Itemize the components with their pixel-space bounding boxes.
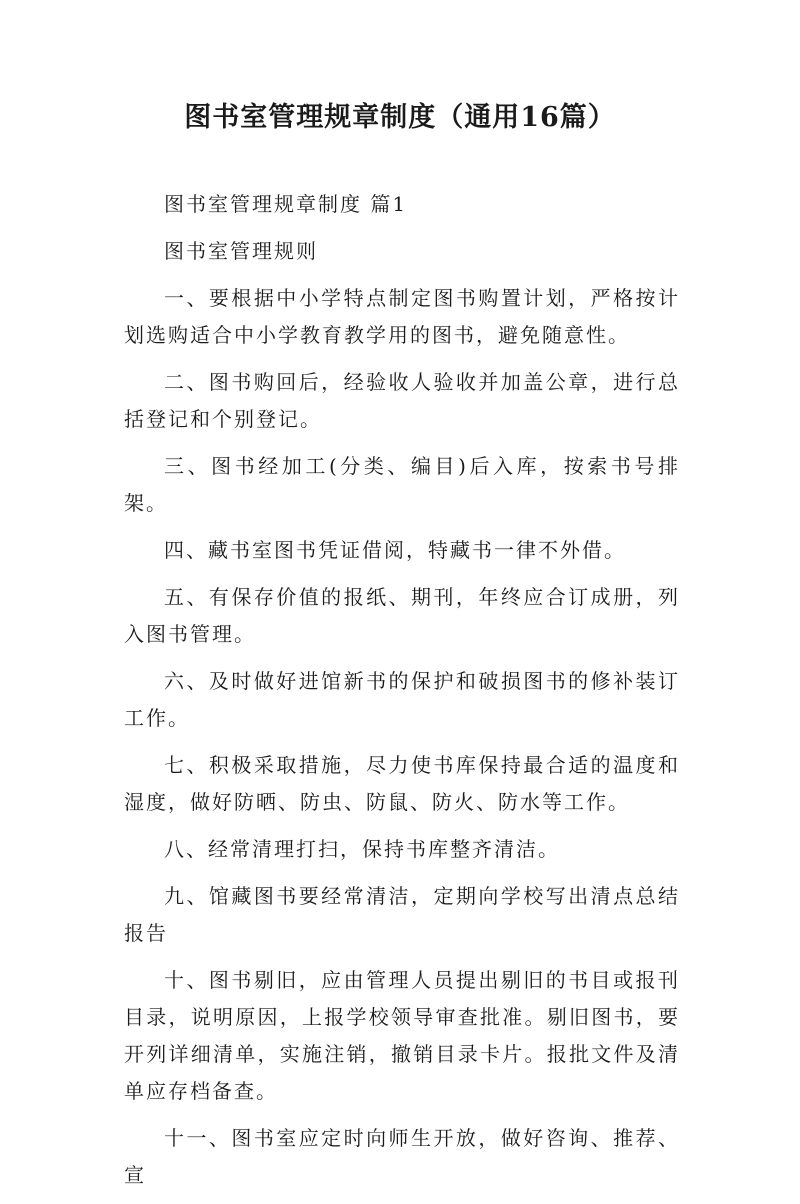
rule-paragraph: 六、及时做好进馆新书的保护和破损图书的修补装订工作。	[124, 669, 680, 730]
rule-paragraph: 五、有保存价值的报纸、期刊，年终应合订成册，列入图书管理。	[124, 585, 680, 646]
document-body	[124, 186, 680, 1204]
rule-paragraph: 八、经常清理打扫，保持书库整齐清洁。	[164, 837, 560, 861]
rule-paragraph: 三、图书经加工(分类、编目)后入库，按索书号排架。	[124, 454, 680, 515]
document-title: 图书室管理规章制度（通用16篇）	[184, 102, 616, 133]
subheading: 图书室管理规则	[164, 239, 318, 263]
rule-paragraph: 九、馆藏图书要经常清洁，定期向学校写出清点总结报告	[124, 884, 680, 945]
section-heading: 图书室管理规章制度 篇1	[164, 192, 408, 216]
rule-paragraph: 七、积极采取措施，尽力使书库保持最合适的温度和湿度，做好防晒、防虫、防鼠、防火、防水等工作。	[124, 753, 680, 814]
rule-paragraph: 十一、图书室应定时向师生开放，做好咨询、推荐、宣	[124, 1126, 680, 1187]
rule-paragraph: 二、图书购回后，经验收人验收并加盖公章，进行总括登记和个别登记。	[124, 370, 680, 431]
rule-paragraph: 四、藏书室图书凭证借阅，特藏书一律不外借。	[164, 538, 626, 562]
rule-paragraph: 一、要根据中小学特点制定图书购置计划，严格按计划选购适合中小学教育教学用的图书，避免随意性。	[124, 286, 680, 347]
rule-paragraph: 十、图书剔旧，应由管理人员提出剔旧的书目或报刊目录，说明原因，上报学校领导审查批准。剔旧图书，要开列详细清单，实施注销，撤销目录卡片。报批文件及清单应存档备查。	[124, 968, 680, 1103]
